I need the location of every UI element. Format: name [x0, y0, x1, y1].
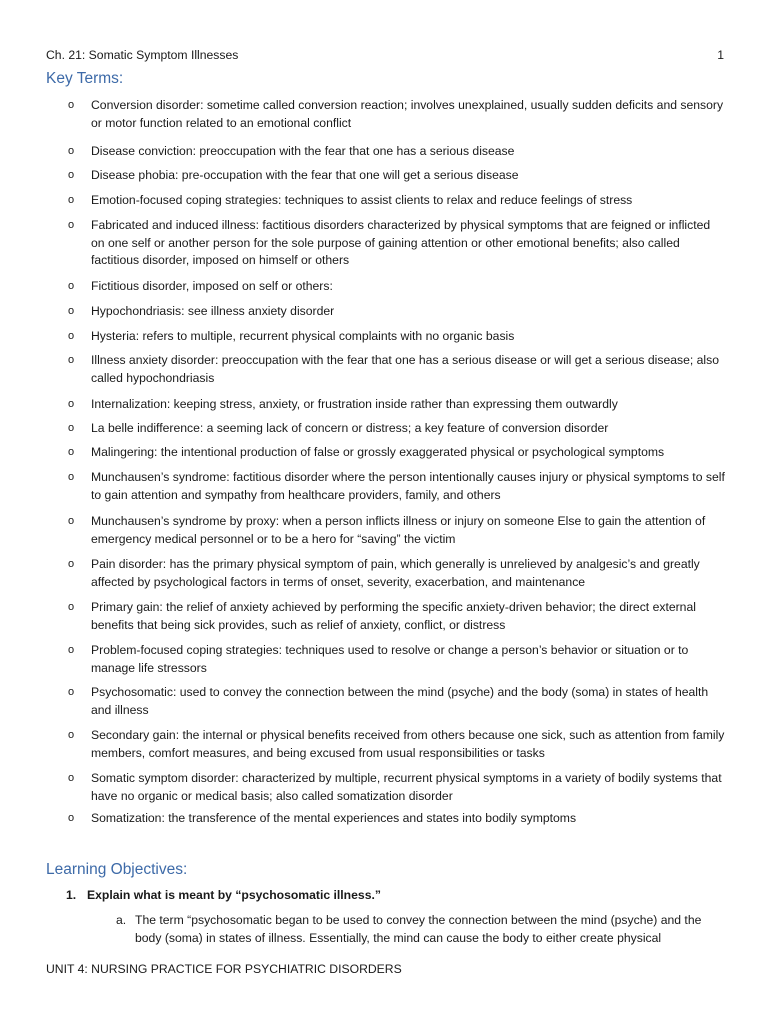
bullet-marker: o: [68, 169, 75, 181]
key-term-text: Psychosomatic: used to convey the connection between the mind (psyche) and the body (soma) in states of health and illness: [91, 685, 709, 717]
key-term-text: Malingering: the intentional production of false or grossly exaggerated physical or psychological symptoms: [91, 445, 665, 459]
bullet-marker: o: [68, 729, 75, 741]
bullet-marker: o: [68, 558, 75, 570]
bullet-marker: o: [68, 686, 75, 698]
bullet-marker: o: [68, 354, 75, 366]
bullet-marker: o: [68, 644, 75, 656]
key-term-text: Somatic symptom disorder: characterized by multiple, recurrent physical symptoms in a variety of bodily systems that have no organic or medical basis; also called somatization disorder: [91, 771, 722, 803]
key-term-text: Hypochondriasis: see illness anxiety disorder: [91, 304, 335, 318]
key-term-text: Pain disorder: has the primary physical symptom of pain, which generally is unrelieved by analgesic’s and greatly affected by psychological factors in terms of onset, severity, exacerbation, and maintenance: [91, 557, 700, 589]
bullet-marker: o: [68, 330, 75, 342]
objective-text: Explain what is meant by “psychosomatic illness.”: [87, 888, 381, 902]
page-footer: UNIT 4: NURSING PRACTICE FOR PSYCHIATRIC DISORDERS: [46, 962, 402, 976]
bullet-marker: o: [68, 280, 75, 292]
key-term-text: Somatization: the transference of the mental experiences and states into bodily symptoms: [91, 811, 577, 825]
key-term-text: La belle indifference: a seeming lack of concern or distress; a key feature of conversion disorder: [91, 421, 609, 435]
objective-number: 1.: [66, 888, 77, 902]
key-term-text: Fictitious disorder, imposed on self or others:: [91, 279, 333, 293]
learning-objectives-heading: Learning Objectives:: [46, 861, 188, 878]
bullet-marker: o: [68, 145, 75, 157]
key-term-text: Secondary gain: the internal or physical benefits received from others because one sick, such as attention from family members, comfort measures, and being excused from usual responsibilities or tasks: [91, 728, 725, 760]
key-term-text: Disease phobia: pre-occupation with the fear that one will get a serious disease: [91, 168, 519, 182]
chapter-title: Ch. 21: Somatic Symptom Illnesses: [46, 48, 239, 62]
bullet-marker: o: [68, 446, 75, 458]
bullet-marker: o: [68, 398, 75, 410]
page-header: [46, 48, 724, 66]
bullet-marker: o: [68, 471, 75, 483]
bullet-marker: o: [68, 99, 75, 111]
bullet-marker: o: [68, 601, 75, 613]
bullet-marker: o: [68, 194, 75, 206]
bullet-marker: o: [68, 219, 75, 231]
key-term-text: Munchausen’s syndrome: factitious disorder where the person intentionally causes injury or physical symptoms to self to gain attention and sympathy from healthcare providers, family, and others: [91, 470, 725, 502]
key-term-text: Disease conviction: preoccupation with the fear that one has a serious disease: [91, 144, 515, 158]
sub-item-text: The term “psychosomatic began to be used to convey the connection between the mind (psyche) and the body (soma) in states of illness. Essentially, the mind can cause the body to either create physical: [135, 913, 702, 945]
key-terms-heading: Key Terms:: [46, 70, 124, 87]
sub-item-label: a.: [116, 913, 127, 927]
key-term-text: Primary gain: the relief of anxiety achieved by performing the specific anxiety-driven behavior; the direct external benefits that being sick provides, such as relief of anxiety, conflict, or distress: [91, 600, 696, 632]
key-term-text: Illness anxiety disorder: preoccupation with the fear that one has a serious disease or will get a serious disease; also called hypochondriasis: [91, 353, 720, 385]
key-term-text: Hysteria: refers to multiple, recurrent physical complaints with no organic basis: [91, 329, 515, 343]
key-term-text: Conversion disorder: sometime called conversion reaction; involves unexplained, usually sudden deficits and sensory or motor function related to an emotional conflict: [91, 98, 724, 130]
bullet-marker: o: [68, 812, 75, 824]
bullet-marker: o: [68, 422, 75, 434]
key-term-text: Internalization: keeping stress, anxiety, or frustration inside rather than expressing them outwardly: [91, 397, 618, 411]
key-term-text: Munchausen’s syndrome by proxy: when a person inflicts illness or injury on someone Else to gain the attention of emergency medical personnel or to be a hero for “saving” the victim: [91, 514, 706, 546]
page-number: 1: [717, 48, 724, 62]
key-term-text: Fabricated and induced illness: factitious disorders characterized by physical symptoms that are feigned or inflicted on one self or another person for the sole purpose of gaining attention or other emotional benefits; also called factitious disorder, imposed on himself or others: [91, 218, 711, 267]
bullet-marker: o: [68, 515, 75, 527]
bullet-marker: o: [68, 305, 75, 317]
key-term-text: Problem-focused coping strategies: techniques used to resolve or change a person’s behavior or situation or to manage life stressors: [91, 643, 689, 675]
key-term-text: Emotion-focused coping strategies: techniques to assist clients to relax and reduce feelings of stress: [91, 193, 633, 207]
bullet-marker: o: [68, 772, 75, 784]
